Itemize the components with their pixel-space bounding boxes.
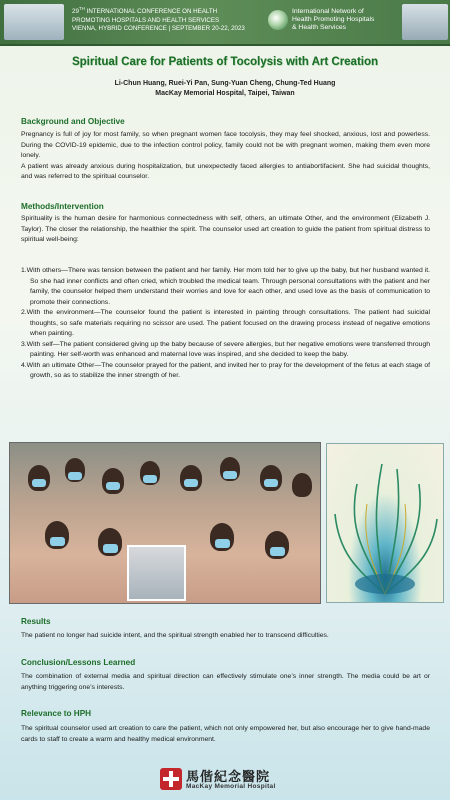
author-block [0,79,450,99]
method-item-ultimate-other: 4.With an ultimate Other—The counselor prayed for the patient, and invited her to pray for the development of the fetus at each stage of growth, so as to stabilize the inner strength of her. [21,361,430,379]
hospital-logo [160,766,290,796]
authors: Li-Chun Huang, Ruei-Yi Pan, Sung-Yuan Cheng, Chung-Ted Huang [114,80,336,87]
hospital-cross-icon [160,768,182,790]
patient-painting-image [326,443,444,603]
affiliation: MacKay Memorial Hospital, Taipei, Taiwan [155,90,295,97]
methods-intro: Spirituality is the human desire for harmonious connectedness with self, others, an ultimate Other, and the environment (Elizabeth J. Taylor). The closer the relationship, the healthier the spirit. The counselor used art creation to guide the patient from spiritual distress to spiritual well-being: [21,215,430,243]
hospital-name-chinese: 馬偕紀念醫院 [186,770,271,785]
hospital-building-image [4,4,64,40]
results-text: The patient no longer had suicide intent, and the spiritual strength enabled her to transcend difficulties. [21,632,329,639]
methods-list [21,266,430,382]
conference-title-part1: INTERNATIONAL CONFERENCE ON HEALTH [84,8,218,16]
background-paragraph-1: Pregnancy is full of joy for most family, so when pregnant women face tocolysis, they may feel shocked, anxious, lost and powerless. During the COVID-19 epidemic, due to the infection control policy, family could not be with pregnant women, making them even more lonely. [21,131,430,159]
method-item-environment: 2.With the environment—The counselor found the patient is interested in painting through consultations. The patient had suicidal thoughts, so safe materials requiring no scissor are used. The patient focused on the drawing process instead of negative emotions when painting. [21,309,430,337]
inset-photo [127,545,186,601]
conference-info [72,5,267,34]
hospital-name-english: MacKay Memorial Hospital [186,783,276,790]
conclusion-text: The combination of external media and spiritual direction can effectively stimulate one’s inner strength. The media could be art or anything triggering one’s interests. [21,673,430,691]
conference-number: 29 [72,8,79,16]
network-line-3: & Health Services [292,24,347,31]
network-line-1: International Network of [292,8,364,15]
conference-number-suffix: TH [78,6,85,11]
conference-banner [0,0,450,46]
building-image-right [402,4,448,40]
background-text [21,130,430,183]
network-line-2: Health Promoting Hospitals [292,16,375,23]
background-heading: Background and Objective [21,117,125,126]
conclusion-heading: Conclusion/Lessons Learned [21,658,136,667]
hph-network-logo-icon [268,10,288,30]
results-heading: Results [21,617,51,626]
methods-heading: Methods/Intervention [21,202,104,211]
relevance-heading: Relevance to HPH [21,709,92,718]
painting-strokes [327,444,443,602]
background-paragraph-2: A patient was already anxious during hospitalization, but unexpectedly faced allergies to antiabortifacient. She had suicidal thoughts, and was referred to the spiritual counselor. [21,162,430,180]
method-item-self: 3.With self—The patient considered giving up the baby because of severe allergies, but her negative emotions were transferred through painting. Her self-worth was enhanced and maternal love was inspired, and she decided to keep the baby. [21,340,430,358]
conference-title-part2: PROMOTING HOSPITALS AND HEALTH SERVICES [72,16,220,24]
conference-location-date: VIENNA, HYBRID CONFERENCE | SEPTEMBER 20-22, 2023 [72,25,245,33]
relevance-text: The spiritual counselor used art creation to care the patient, which not only empowered her, but also encourage her to give hand-made cards to staff to create a warm and healthy medical environment. [21,725,430,743]
hph-network-name [292,8,402,32]
method-item-others: 1.With others—There was tension between the patient and her family. Her mom told her to give up the baby, but her husband wanted it. So she had inner conflicts and often cried, which troubled the medical team. Through personal consultations with the patient and her family, the counselor helped them understand their worries and love for each other, and used love as the basis of communication to promote their connections. [21,267,430,306]
poster-title: Spiritual Care for Patients of Tocolysis with Art Creation [71,56,379,68]
